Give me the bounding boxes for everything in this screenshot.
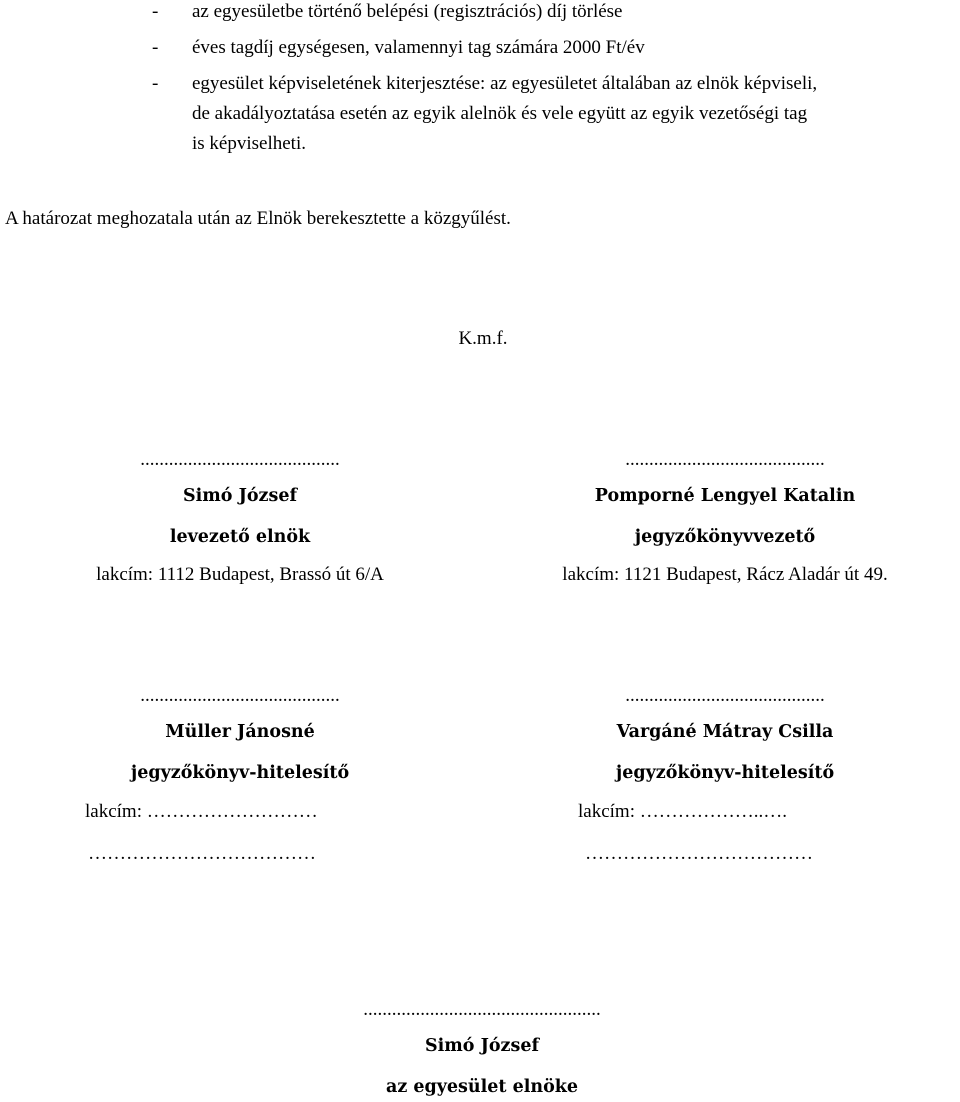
- signatory-address: lakcím: 1121 Budapest, Rácz Aladár út 49.: [562, 564, 888, 585]
- signature-dots: ..........................................: [625, 685, 825, 706]
- bullet-dash: -: [152, 37, 159, 58]
- signature-dots: ..........................................: [140, 449, 340, 470]
- signatory-address-continuation: ………………………………: [585, 843, 813, 864]
- bullet-item-representation-line-3: is képviselheti.: [192, 133, 306, 154]
- signatory-name: Simó József: [425, 1036, 539, 1056]
- signatory-role: az egyesület elnöke: [385, 1077, 579, 1097]
- signatory-role: jegyzőkönyv-hitelesítő: [615, 763, 835, 783]
- signatory-role: jegyzőkönyvvezető: [634, 527, 816, 547]
- signatory-address: lakcím: ………………………: [85, 801, 318, 822]
- signature-dots: ..........................................: [140, 685, 340, 706]
- bullet-item-representation-line-1: egyesület képviseletének kiterjesztése: az egyesületet általában az elnök képviseli,: [192, 73, 818, 94]
- signature-dots: ..........................................: [625, 449, 825, 470]
- bullet-item-representation-line-2: de akadályoztatása esetén az egyik alelnök és vele együtt az egyik vezetőségi tag: [192, 103, 808, 124]
- signatory-role: levezető elnök: [169, 527, 311, 547]
- bullet-dash: -: [152, 73, 159, 94]
- signatory-name: Müller Jánosné: [165, 722, 315, 742]
- bullet-dash: -: [152, 1, 159, 22]
- closing-sentence: A határozat meghozatala után az Elnök berekesztette a közgyűlést.: [5, 208, 511, 229]
- signatory-address-continuation: ………………………………: [88, 843, 316, 864]
- signatory-address: lakcím: 1112 Budapest, Brassó út 6/A: [96, 564, 384, 585]
- signatory-address: lakcím: ………………..….: [578, 801, 787, 822]
- signature-dots: ..................................................: [363, 999, 601, 1020]
- bullet-item-registration-fee: az egyesületbe történő belépési (regisztrációs) díj törlése: [192, 1, 623, 22]
- bullet-item-annual-fee: éves tagdíj egységesen, valamennyi tag számára 2000 Ft/év: [192, 37, 645, 58]
- signatory-name: Simó József: [183, 486, 297, 506]
- kmf-label: K.m.f.: [458, 328, 508, 349]
- signatory-role: jegyzőkönyv-hitelesítő: [130, 763, 350, 783]
- signatory-name: Vargáné Mátray Csilla: [616, 722, 834, 742]
- signatory-name: Pomporné Lengyel Katalin: [594, 486, 856, 506]
